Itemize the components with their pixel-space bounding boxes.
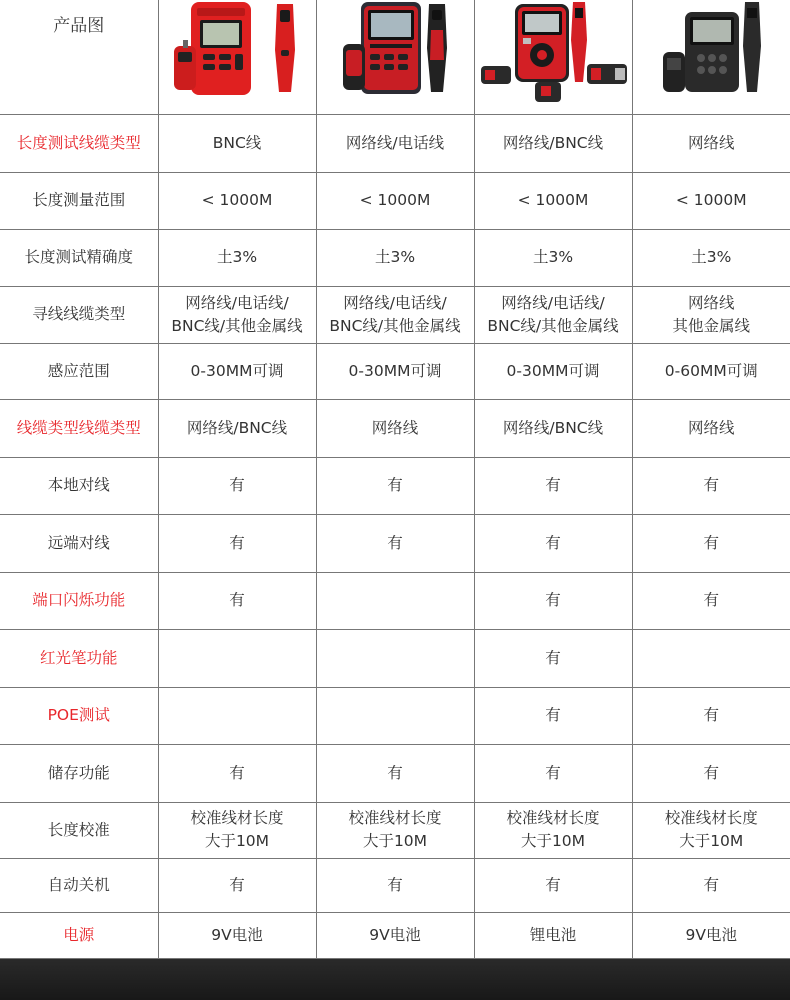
row-label: 长度测试精确度 (0, 229, 158, 286)
spec-cell-line: 校准线材长度 (190, 809, 284, 827)
product-image-cell (632, 0, 790, 114)
spec-cell: < 1000M (632, 172, 790, 229)
spec-cell: 有 (158, 457, 316, 514)
spec-cell (316, 572, 474, 629)
spec-cell (158, 629, 316, 687)
row-label: 远端对线 (0, 514, 158, 572)
spec-cell-line: 校准线材长度 (506, 809, 600, 827)
spec-row (0, 286, 790, 343)
row-label: 红光笔功能 (0, 629, 158, 687)
spec-cell-line: 网络线/电话线/ (343, 293, 447, 312)
spec-cell-line: 网络线/电话线/ (185, 293, 289, 312)
spec-cell: 有 (474, 629, 632, 687)
spec-cell-line: 网络线/电话线/ (501, 293, 605, 312)
spec-cell-line: 其他金属线 (672, 316, 750, 335)
cable-tester-red-black-poe-icon (475, 0, 632, 113)
spec-cell (632, 802, 790, 858)
spec-cell-line: 校准线材长度 (348, 809, 442, 827)
spec-cell: 网络线/BNC线 (474, 399, 632, 457)
spec-cell: 有 (632, 858, 790, 912)
spec-cell (632, 629, 790, 687)
spec-row (0, 858, 790, 912)
spec-cell: 0-30MM可调 (316, 343, 474, 399)
spec-cell: 土3% (316, 229, 474, 286)
spec-cell-line: BNC线/其他金属线 (171, 316, 303, 335)
spec-cell: 9V电池 (632, 912, 790, 958)
spec-cell: 0-60MM可调 (632, 343, 790, 399)
spec-cell: 有 (632, 457, 790, 514)
spec-row (0, 687, 790, 744)
product-image-row (0, 0, 790, 114)
spec-cell: 9V电池 (158, 912, 316, 958)
row-label: 感应范围 (0, 343, 158, 399)
spec-cell: 网络线 (632, 399, 790, 457)
spec-cell: 网络线/电话线 (316, 114, 474, 172)
row-label: 自动关机 (0, 858, 158, 912)
spec-cell: 有 (632, 744, 790, 802)
spec-cell: 土3% (158, 229, 316, 286)
spec-cell: < 1000M (316, 172, 474, 229)
footer-bar (0, 959, 790, 1000)
row-label: 线缆类型线缆类型 (0, 399, 158, 457)
spec-cell: 有 (474, 744, 632, 802)
row-label: 长度测试线缆类型 (0, 114, 158, 172)
spec-cell: 有 (158, 744, 316, 802)
spec-cell (474, 286, 632, 343)
spec-cell: < 1000M (474, 172, 632, 229)
spec-cell: 有 (632, 514, 790, 572)
header-corner-cell (0, 0, 158, 114)
spec-cell: 网络线/BNC线 (158, 399, 316, 457)
spec-row (0, 114, 790, 172)
header-label: 产品图 (53, 16, 105, 36)
spec-row (0, 343, 790, 399)
row-label: 长度校准 (0, 802, 158, 858)
spec-cell-line: BNC线/其他金属线 (329, 316, 461, 335)
spec-cell: BNC线 (158, 114, 316, 172)
spec-cell: 有 (158, 514, 316, 572)
spec-row (0, 912, 790, 958)
spec-cell: 0-30MM可调 (474, 343, 632, 399)
spec-cell-line: 大于10M (520, 832, 586, 850)
spec-cell: 有 (316, 744, 474, 802)
spec-cell: 0-30MM可调 (158, 343, 316, 399)
spec-cell: 有 (474, 572, 632, 629)
spec-cell: 有 (158, 858, 316, 912)
spec-cell-line: BNC线/其他金属线 (487, 316, 619, 335)
spec-row (0, 399, 790, 457)
spec-cell: 网络线/BNC线 (474, 114, 632, 172)
spec-cell: 有 (474, 514, 632, 572)
spec-row (0, 629, 790, 687)
spec-cell: 有 (474, 687, 632, 744)
row-label: POE测试 (0, 687, 158, 744)
spec-cell (158, 687, 316, 744)
spec-cell-line: 大于10M (679, 832, 744, 850)
spec-cell (316, 286, 474, 343)
cable-tester-red-black-network-icon (317, 0, 474, 113)
spec-cell: 土3% (474, 229, 632, 286)
spec-row (0, 572, 790, 629)
row-label: 储存功能 (0, 744, 158, 802)
spec-cell: 有 (316, 457, 474, 514)
spec-cell: 有 (632, 687, 790, 744)
spec-cell: 有 (316, 514, 474, 572)
spec-cell: 有 (474, 457, 632, 514)
spec-cell: 网络线 (632, 114, 790, 172)
spec-cell: 锂电池 (474, 912, 632, 958)
row-label: 寻线线缆类型 (0, 286, 158, 343)
spec-row (0, 514, 790, 572)
spec-cell: 网络线 (316, 399, 474, 457)
spec-cell: 有 (158, 572, 316, 629)
spec-row (0, 172, 790, 229)
spec-row (0, 802, 790, 858)
spec-cell: 9V电池 (316, 912, 474, 958)
spec-cell (316, 687, 474, 744)
spec-cell (158, 286, 316, 343)
spec-cell-line: 网络线 (687, 293, 735, 312)
cable-tester-black-network-icon (633, 0, 790, 113)
spec-cell: 有 (632, 572, 790, 629)
spec-cell: 有 (316, 858, 474, 912)
row-label: 本地对线 (0, 457, 158, 514)
spec-cell: 有 (474, 858, 632, 912)
spec-cell (158, 802, 316, 858)
product-image-cell (474, 0, 632, 114)
row-label: 电源 (0, 912, 158, 958)
spec-cell (474, 802, 632, 858)
spec-cell: 土3% (632, 229, 790, 286)
spec-cell-line: 大于10M (204, 832, 270, 850)
spec-row (0, 229, 790, 286)
row-label: 端口闪烁功能 (0, 572, 158, 629)
spec-cell-line: 校准线材长度 (664, 809, 758, 827)
spec-cell (316, 802, 474, 858)
spec-row (0, 457, 790, 514)
spec-cell (632, 286, 790, 343)
spec-row (0, 744, 790, 802)
spec-cell (316, 629, 474, 687)
product-image-cell (316, 0, 474, 114)
row-label: 长度测量范围 (0, 172, 158, 229)
cable-tester-red-bnc-icon (159, 0, 316, 113)
spec-cell-line: 大于10M (362, 832, 428, 850)
product-image-cell (158, 0, 316, 114)
spec-cell: < 1000M (158, 172, 316, 229)
